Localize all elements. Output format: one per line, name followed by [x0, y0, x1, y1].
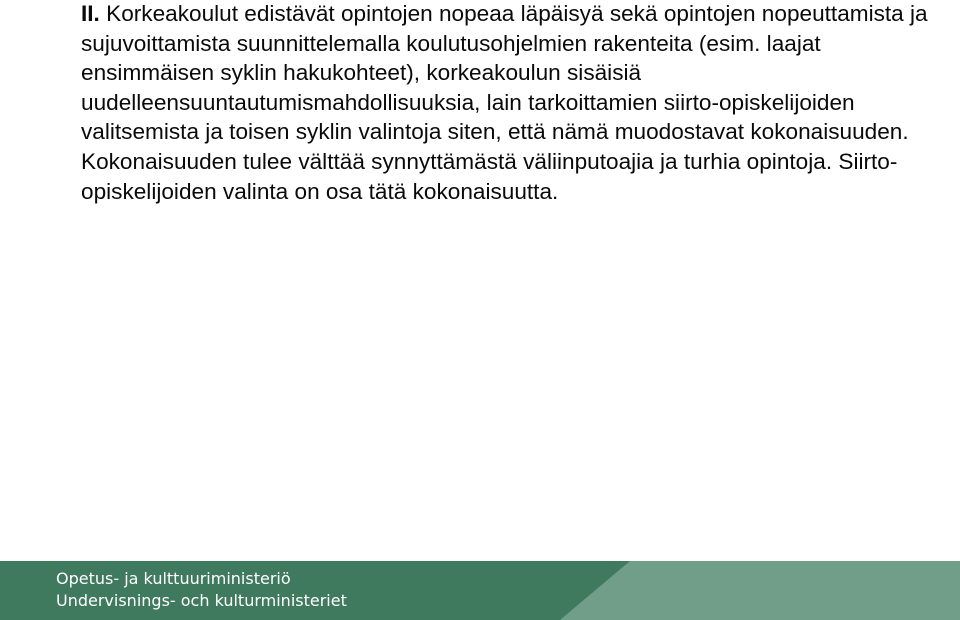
- ministry-name-finnish: Opetus- ja kulttuuriministeriö: [56, 569, 291, 588]
- body-paragraph: Korkeakoulut edistävät opintojen nopeaa läpäisyä sekä opintojen nopeuttamista ja sujuvoittamista suunnittelemalla koulutusohjelmien rakenteita (esim. laajat ensimmäisen syklin hakukohteet), korkeakoulun sisäisiä uudelleensuuntautumismahdollisuuksia, lain tarkoittamien siirto-opiskelijoiden valitsemista ja toisen syklin valintoja siten, että nämä muodostavat kokonaisuuden. Kokonaisuuden tulee välttää synnyttämästä väliinputoajia ja turhia opintoja. Siirto-opiskelijoiden valinta on osa tätä kokonaisuutta.: [81, 1, 928, 204]
- slide-body: [81, 0, 951, 206]
- ministry-name-swedish: Undervisnings- och kulturministeriet: [56, 591, 347, 610]
- section-marker: II.: [81, 1, 100, 26]
- ministry-logo-text: [56, 568, 347, 612]
- ministry-footer: [0, 561, 960, 620]
